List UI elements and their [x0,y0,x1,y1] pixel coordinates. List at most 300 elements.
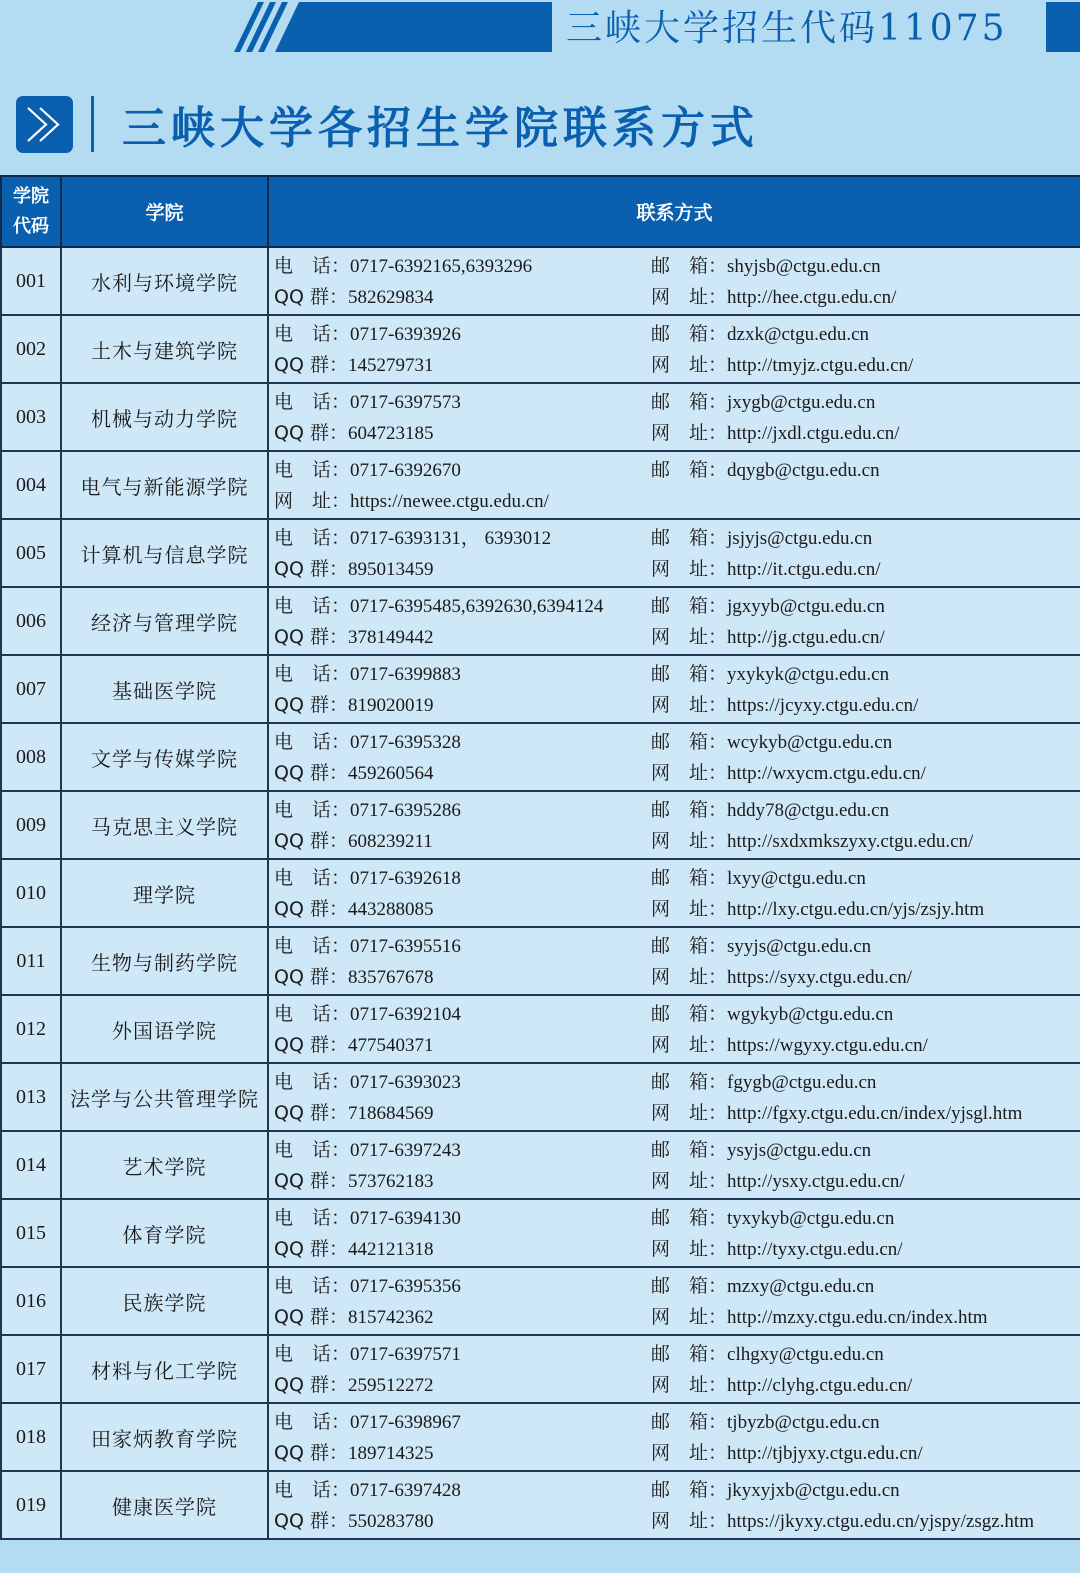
email-line [651,1339,884,1369]
table-row [1,315,1080,383]
phone-label: 电 话： [274,935,351,957]
college-code: 016 [1,1267,61,1335]
phone-line [274,455,461,485]
college-code: 013 [1,1063,61,1131]
web-link[interactable]: http://ysxy.ctgu.edu.cn/ [727,1171,905,1192]
qq-value: 608239211 [347,831,433,852]
contact-cell [268,587,1080,655]
phone-line [274,251,532,281]
phone-value: 0717-6393131， 6393012 [350,528,552,549]
contact-cell [268,1063,1080,1131]
qq-value: 459260564 [347,763,434,784]
web-label: 网 址： [651,354,728,376]
qq-value: 477540371 [347,1035,434,1056]
phone-value: 0717-6394130 [350,1208,461,1229]
qq-value: 819020019 [347,695,434,716]
contact-cell [268,859,1080,927]
college-name: 土木与建筑学院 [61,315,268,383]
phone-line [274,999,461,1029]
web-link[interactable]: https://newee.ctgu.edu.cn/ [350,491,549,512]
email-label: 邮 箱： [651,1003,728,1025]
web-link[interactable]: http://clyhg.ctgu.edu.cn/ [727,1375,913,1396]
phone-label: 电 话： [274,1275,351,1297]
phone-label: 电 话： [274,867,351,889]
email-line [651,659,889,689]
web-label: 网 址： [651,1510,728,1532]
web-link[interactable]: https://syxy.ctgu.edu.cn/ [727,967,913,988]
web-link[interactable]: http://tmyjz.ctgu.edu.cn/ [727,355,914,376]
table-row [1,519,1080,587]
college-code: 007 [1,655,61,723]
college-code: 011 [1,927,61,995]
qq-value: 582629834 [347,287,434,308]
college-name: 法学与公共管理学院 [61,1063,268,1131]
second-line [274,894,433,924]
contact-cell [268,519,1080,587]
qq-value: 815742362 [347,1307,434,1328]
email-label: 邮 箱： [651,935,728,957]
college-name: 电气与新能源学院 [61,451,268,519]
contact-cell [268,927,1080,995]
college-code: 010 [1,859,61,927]
college-name: 经济与管理学院 [61,587,268,655]
web-label: 网 址： [651,1238,728,1260]
phone-value: 0717-6397243 [350,1140,461,1161]
table-row [1,1199,1080,1267]
phone-label: 电 话： [274,527,351,549]
phone-label: 电 话： [274,323,351,345]
web-line [651,1234,903,1264]
contact-cell [268,451,1080,519]
college-name: 计算机与信息学院 [61,519,268,587]
phone-label: 电 话： [274,1411,351,1433]
phone-line [274,387,461,417]
college-code: 005 [1,519,61,587]
web-link[interactable]: http://jg.ctgu.edu.cn/ [727,627,885,648]
college-name: 机械与动力学院 [61,383,268,451]
phone-label: 电 话： [274,799,351,821]
email-line [651,1475,900,1505]
email-line [651,1067,876,1097]
page-title: 三峡大学各招生学院联系方式 [122,103,759,154]
phone-value: 0717-6395356 [350,1276,461,1297]
email-label: 邮 箱： [651,663,728,685]
email-link[interactable]: tyxykyb@ctgu.edu.cn [727,1208,895,1229]
email-label: 邮 箱： [651,323,728,345]
phone-label: 电 话： [274,459,351,481]
qq-value: 189714325 [347,1443,434,1464]
email-link[interactable]: wgykyb@ctgu.edu.cn [727,1004,894,1025]
college-name: 水利与环境学院 [61,247,268,315]
contact-cell [268,791,1080,859]
email-line [651,319,869,349]
contact-cell [268,1267,1080,1335]
web-line [651,758,926,788]
web-label: 网 址： [651,558,728,580]
phone-label: 电 话： [274,1139,351,1161]
table-row [1,451,1080,519]
email-label: 邮 箱： [651,1275,728,1297]
web-line [651,1166,905,1196]
email-link[interactable]: hddy78@ctgu.edu.cn [727,800,890,821]
college-code: 019 [1,1471,61,1539]
phone-value: 0717-6395485,6392630,6394124 [350,596,604,617]
phone-line [274,319,461,349]
table-row [1,1063,1080,1131]
second-line [274,826,433,856]
email-label: 邮 箱： [651,799,728,821]
email-label: 邮 箱： [651,459,728,481]
web-link[interactable]: https://wgyxy.ctgu.edu.cn/ [727,1035,928,1056]
table-row [1,859,1080,927]
college-code: 015 [1,1199,61,1267]
second-line [274,1234,433,1264]
contact-cell [268,655,1080,723]
email-link[interactable]: ysyjs@ctgu.edu.cn [727,1140,872,1161]
college-code: 008 [1,723,61,791]
table-row [1,383,1080,451]
contact-cell [268,315,1080,383]
college-code: 018 [1,1403,61,1471]
email-link[interactable]: clhgxy@ctgu.edu.cn [727,1344,884,1365]
qq-value: 145279731 [347,355,434,376]
email-label: 邮 箱： [651,391,728,413]
phone-line [274,931,461,961]
web-label: 网 址： [651,286,728,308]
web-label: 网 址： [274,490,351,512]
web-label: 网 址： [651,1442,728,1464]
web-label: 网 址： [651,422,728,444]
qq-label: QQ 群： [274,1170,348,1192]
email-line [651,931,871,961]
phone-label: 电 话： [274,595,351,617]
contact-cell [268,247,1080,315]
email-link[interactable]: syyjs@ctgu.edu.cn [727,936,872,957]
web-link[interactable]: http://jxdl.ctgu.edu.cn/ [727,423,900,444]
email-label: 邮 箱： [651,867,728,889]
web-label: 网 址： [651,1170,728,1192]
email-line [651,387,875,417]
email-label: 邮 箱： [651,731,728,753]
email-label: 邮 箱： [651,527,728,549]
email-line [651,591,885,621]
email-line [651,523,872,553]
college-name: 民族学院 [61,1267,268,1335]
phone-value: 0717-6392670 [350,460,461,481]
table-row [1,587,1080,655]
qq-label: QQ 群： [274,354,348,376]
qq-label: QQ 群： [274,1306,348,1328]
college-name: 田家炳教育学院 [61,1403,268,1471]
second-line [274,554,433,584]
table-row [1,1131,1080,1199]
contact-cell [268,383,1080,451]
email-link[interactable]: jxygb@ctgu.edu.cn [727,392,876,413]
college-name: 体育学院 [61,1199,268,1267]
qq-value: 573762183 [347,1171,434,1192]
qq-label: QQ 群： [274,898,348,920]
email-line [651,795,889,825]
table-row [1,1335,1080,1403]
second-line [274,690,433,720]
phone-value: 0717-6395286 [350,800,461,821]
web-line [651,894,984,924]
phone-label: 电 话： [274,1003,351,1025]
web-link[interactable]: http://tyxy.ctgu.edu.cn/ [727,1239,903,1260]
email-line [651,727,892,757]
phone-line [274,1271,461,1301]
college-code: 001 [1,247,61,315]
web-link[interactable]: http://wxycm.ctgu.edu.cn/ [727,763,926,784]
header-code [1,176,61,247]
web-line [651,1098,1022,1128]
second-line [274,1302,433,1332]
second-line [274,1098,433,1128]
email-link[interactable]: shyjsb@ctgu.edu.cn [727,256,881,277]
phone-label: 电 话： [274,255,351,277]
phone-line [274,1067,461,1097]
admission-code-label: 三峡大学招生代码11075 [566,8,1008,49]
contacts-table [0,175,1080,1540]
email-label: 邮 箱： [651,1343,728,1365]
qq-label: QQ 群： [274,558,348,580]
college-name: 生物与制药学院 [61,927,268,995]
web-line [651,690,918,720]
college-name: 马克思主义学院 [61,791,268,859]
college-code: 009 [1,791,61,859]
web-line [651,418,900,448]
college-code: 003 [1,383,61,451]
table-row [1,1403,1080,1471]
table-row [1,995,1080,1063]
web-label: 网 址： [651,626,728,648]
phone-value: 0717-6395516 [350,936,461,957]
email-link[interactable]: lxyy@ctgu.edu.cn [727,868,866,889]
email-link[interactable]: wcykyb@ctgu.edu.cn [727,732,893,753]
web-link[interactable]: http://it.ctgu.edu.cn/ [727,559,881,580]
web-line [651,1506,1034,1536]
qq-label: QQ 群： [274,422,348,444]
phone-value: 0717-6395328 [350,732,461,753]
web-label: 网 址： [651,1374,728,1396]
web-link[interactable]: http://fgxy.ctgu.edu.cn/index/yjsgl.htm [727,1103,1023,1124]
web-label: 网 址： [651,830,728,852]
email-label: 邮 箱： [651,595,728,617]
email-line [651,1135,871,1165]
qq-label: QQ 群： [274,694,348,716]
table-row [1,723,1080,791]
qq-value: 835767678 [347,967,434,988]
qq-value: 895013459 [347,559,434,580]
table-row [1,791,1080,859]
phone-label: 电 话： [274,1071,351,1093]
second-line [274,418,433,448]
phone-line [274,1475,461,1505]
phone-label: 电 话： [274,731,351,753]
phone-line [274,659,461,689]
college-code: 006 [1,587,61,655]
phone-value: 0717-6392104 [350,1004,461,1025]
table-header-row [1,176,1080,247]
web-link[interactable]: http://mzxy.ctgu.edu.cn/index.htm [727,1307,988,1328]
web-label: 网 址： [651,1034,728,1056]
table-row [1,1471,1080,1539]
web-link[interactable]: http://tjbjyxy.ctgu.edu.cn/ [727,1443,923,1464]
college-code: 017 [1,1335,61,1403]
phone-value: 0717-6397571 [350,1344,461,1365]
phone-line [274,795,461,825]
email-label: 邮 箱： [651,255,728,277]
phone-label: 电 话： [274,1343,351,1365]
qq-label: QQ 群： [274,1510,348,1532]
banner-right-bar [1046,2,1080,52]
college-code: 004 [1,451,61,519]
table-row [1,1267,1080,1335]
second-line [274,1506,433,1536]
email-link[interactable]: jgxyyb@ctgu.edu.cn [727,596,885,617]
web-link[interactable]: http://sxdxmkszyxy.ctgu.edu.cn/ [727,831,974,852]
college-name: 基础医学院 [61,655,268,723]
second-line [274,1166,433,1196]
web-link[interactable]: http://hee.ctgu.edu.cn/ [727,287,897,308]
email-link[interactable]: dqygb@ctgu.edu.cn [727,460,880,481]
college-code: 014 [1,1131,61,1199]
email-line [651,251,881,281]
college-name: 艺术学院 [61,1131,268,1199]
phone-label: 电 话： [274,1479,351,1501]
contact-cell [268,723,1080,791]
heading-divider [91,96,94,152]
phone-value: 0717-6393926 [350,324,461,345]
qq-label: QQ 群： [274,762,348,784]
phone-value: 0717-6397573 [350,392,461,413]
email-line [651,1407,880,1437]
double-chevron-right-icon [16,96,73,153]
phone-line [274,1203,461,1233]
email-link[interactable]: fgygb@ctgu.edu.cn [727,1072,877,1093]
table-row [1,247,1080,315]
second-line [274,282,433,312]
email-line [651,1271,874,1301]
email-link[interactable]: yxykyk@ctgu.edu.cn [727,664,890,685]
table-row [1,655,1080,723]
contact-cell [268,995,1080,1063]
web-line [651,1302,988,1332]
qq-value: 442121318 [347,1239,434,1260]
web-label: 网 址： [651,1306,728,1328]
phone-line [274,1407,461,1437]
header-code-line2: 代码 [13,215,49,237]
second-line [274,758,433,788]
second-line [274,486,549,516]
web-line [651,622,885,652]
second-line [274,1030,433,1060]
web-line [651,1030,928,1060]
email-line [651,455,880,485]
web-label: 网 址： [651,762,728,784]
college-code: 012 [1,995,61,1063]
phone-value: 0717-6393023 [350,1072,461,1093]
web-link[interactable]: http://lxy.ctgu.edu.cn/yjs/zsjy.htm [727,899,985,920]
web-link[interactable]: https://jcyxy.ctgu.edu.cn/ [727,695,919,716]
email-label: 邮 箱： [651,1207,728,1229]
email-link[interactable]: jkyxyjxb@ctgu.edu.cn [727,1480,900,1501]
web-line [651,554,881,584]
email-label: 邮 箱： [651,1411,728,1433]
phone-value: 0717-6392165,6393296 [350,256,533,277]
email-line [651,863,866,893]
phone-value: 0717-6397428 [350,1480,461,1501]
college-name: 外国语学院 [61,995,268,1063]
phone-line [274,1135,461,1165]
email-label: 邮 箱： [651,1071,728,1093]
email-link[interactable]: mzxy@ctgu.edu.cn [727,1276,875,1297]
phone-line [274,591,603,621]
second-line [274,1370,433,1400]
phone-value: 0717-6398967 [350,1412,461,1433]
college-code: 002 [1,315,61,383]
phone-label: 电 话： [274,391,351,413]
header-name: 学院 [61,176,268,247]
web-label: 网 址： [651,694,728,716]
stripes-decoration-icon [218,2,558,52]
phone-value: 0717-6392618 [350,868,461,889]
web-line [651,826,973,856]
qq-value: 259512272 [347,1375,434,1396]
qq-value: 604723185 [347,423,434,444]
contact-cell [268,1335,1080,1403]
email-link[interactable]: dzxk@ctgu.edu.cn [727,324,870,345]
phone-line [274,523,551,553]
email-link[interactable]: jsjyjs@ctgu.edu.cn [727,528,873,549]
qq-label: QQ 群： [274,1238,348,1260]
email-link[interactable]: tjbyzb@ctgu.edu.cn [727,1412,880,1433]
web-line [651,962,912,992]
college-name: 理学院 [61,859,268,927]
college-name: 材料与化工学院 [61,1335,268,1403]
contact-cell [268,1199,1080,1267]
qq-label: QQ 群： [274,1442,348,1464]
web-line [651,350,913,380]
college-name: 文学与传媒学院 [61,723,268,791]
header-code-line1: 学院 [13,185,49,207]
web-label: 网 址： [651,1102,728,1124]
web-link[interactable]: https://jkyxy.ctgu.edu.cn/yjspy/zsgz.htm [727,1511,1034,1532]
email-line [651,1203,894,1233]
web-line [651,282,896,312]
qq-value: 443288085 [347,899,434,920]
table-row [1,927,1080,995]
second-line [274,962,433,992]
page-heading [16,94,759,154]
web-label: 网 址： [651,966,728,988]
phone-label: 电 话： [274,1207,351,1229]
email-label: 邮 箱： [651,1139,728,1161]
second-line [274,350,433,380]
phone-line [274,727,461,757]
top-banner [0,0,1080,55]
web-label: 网 址： [651,898,728,920]
qq-value: 718684569 [347,1103,434,1124]
web-line [651,1370,912,1400]
contact-cell [268,1403,1080,1471]
header-contact: 联系方式 [268,176,1080,247]
web-line [651,1438,923,1468]
contact-cell [268,1131,1080,1199]
qq-value: 378149442 [347,627,434,648]
phone-line [274,1339,461,1369]
second-line [274,622,433,652]
